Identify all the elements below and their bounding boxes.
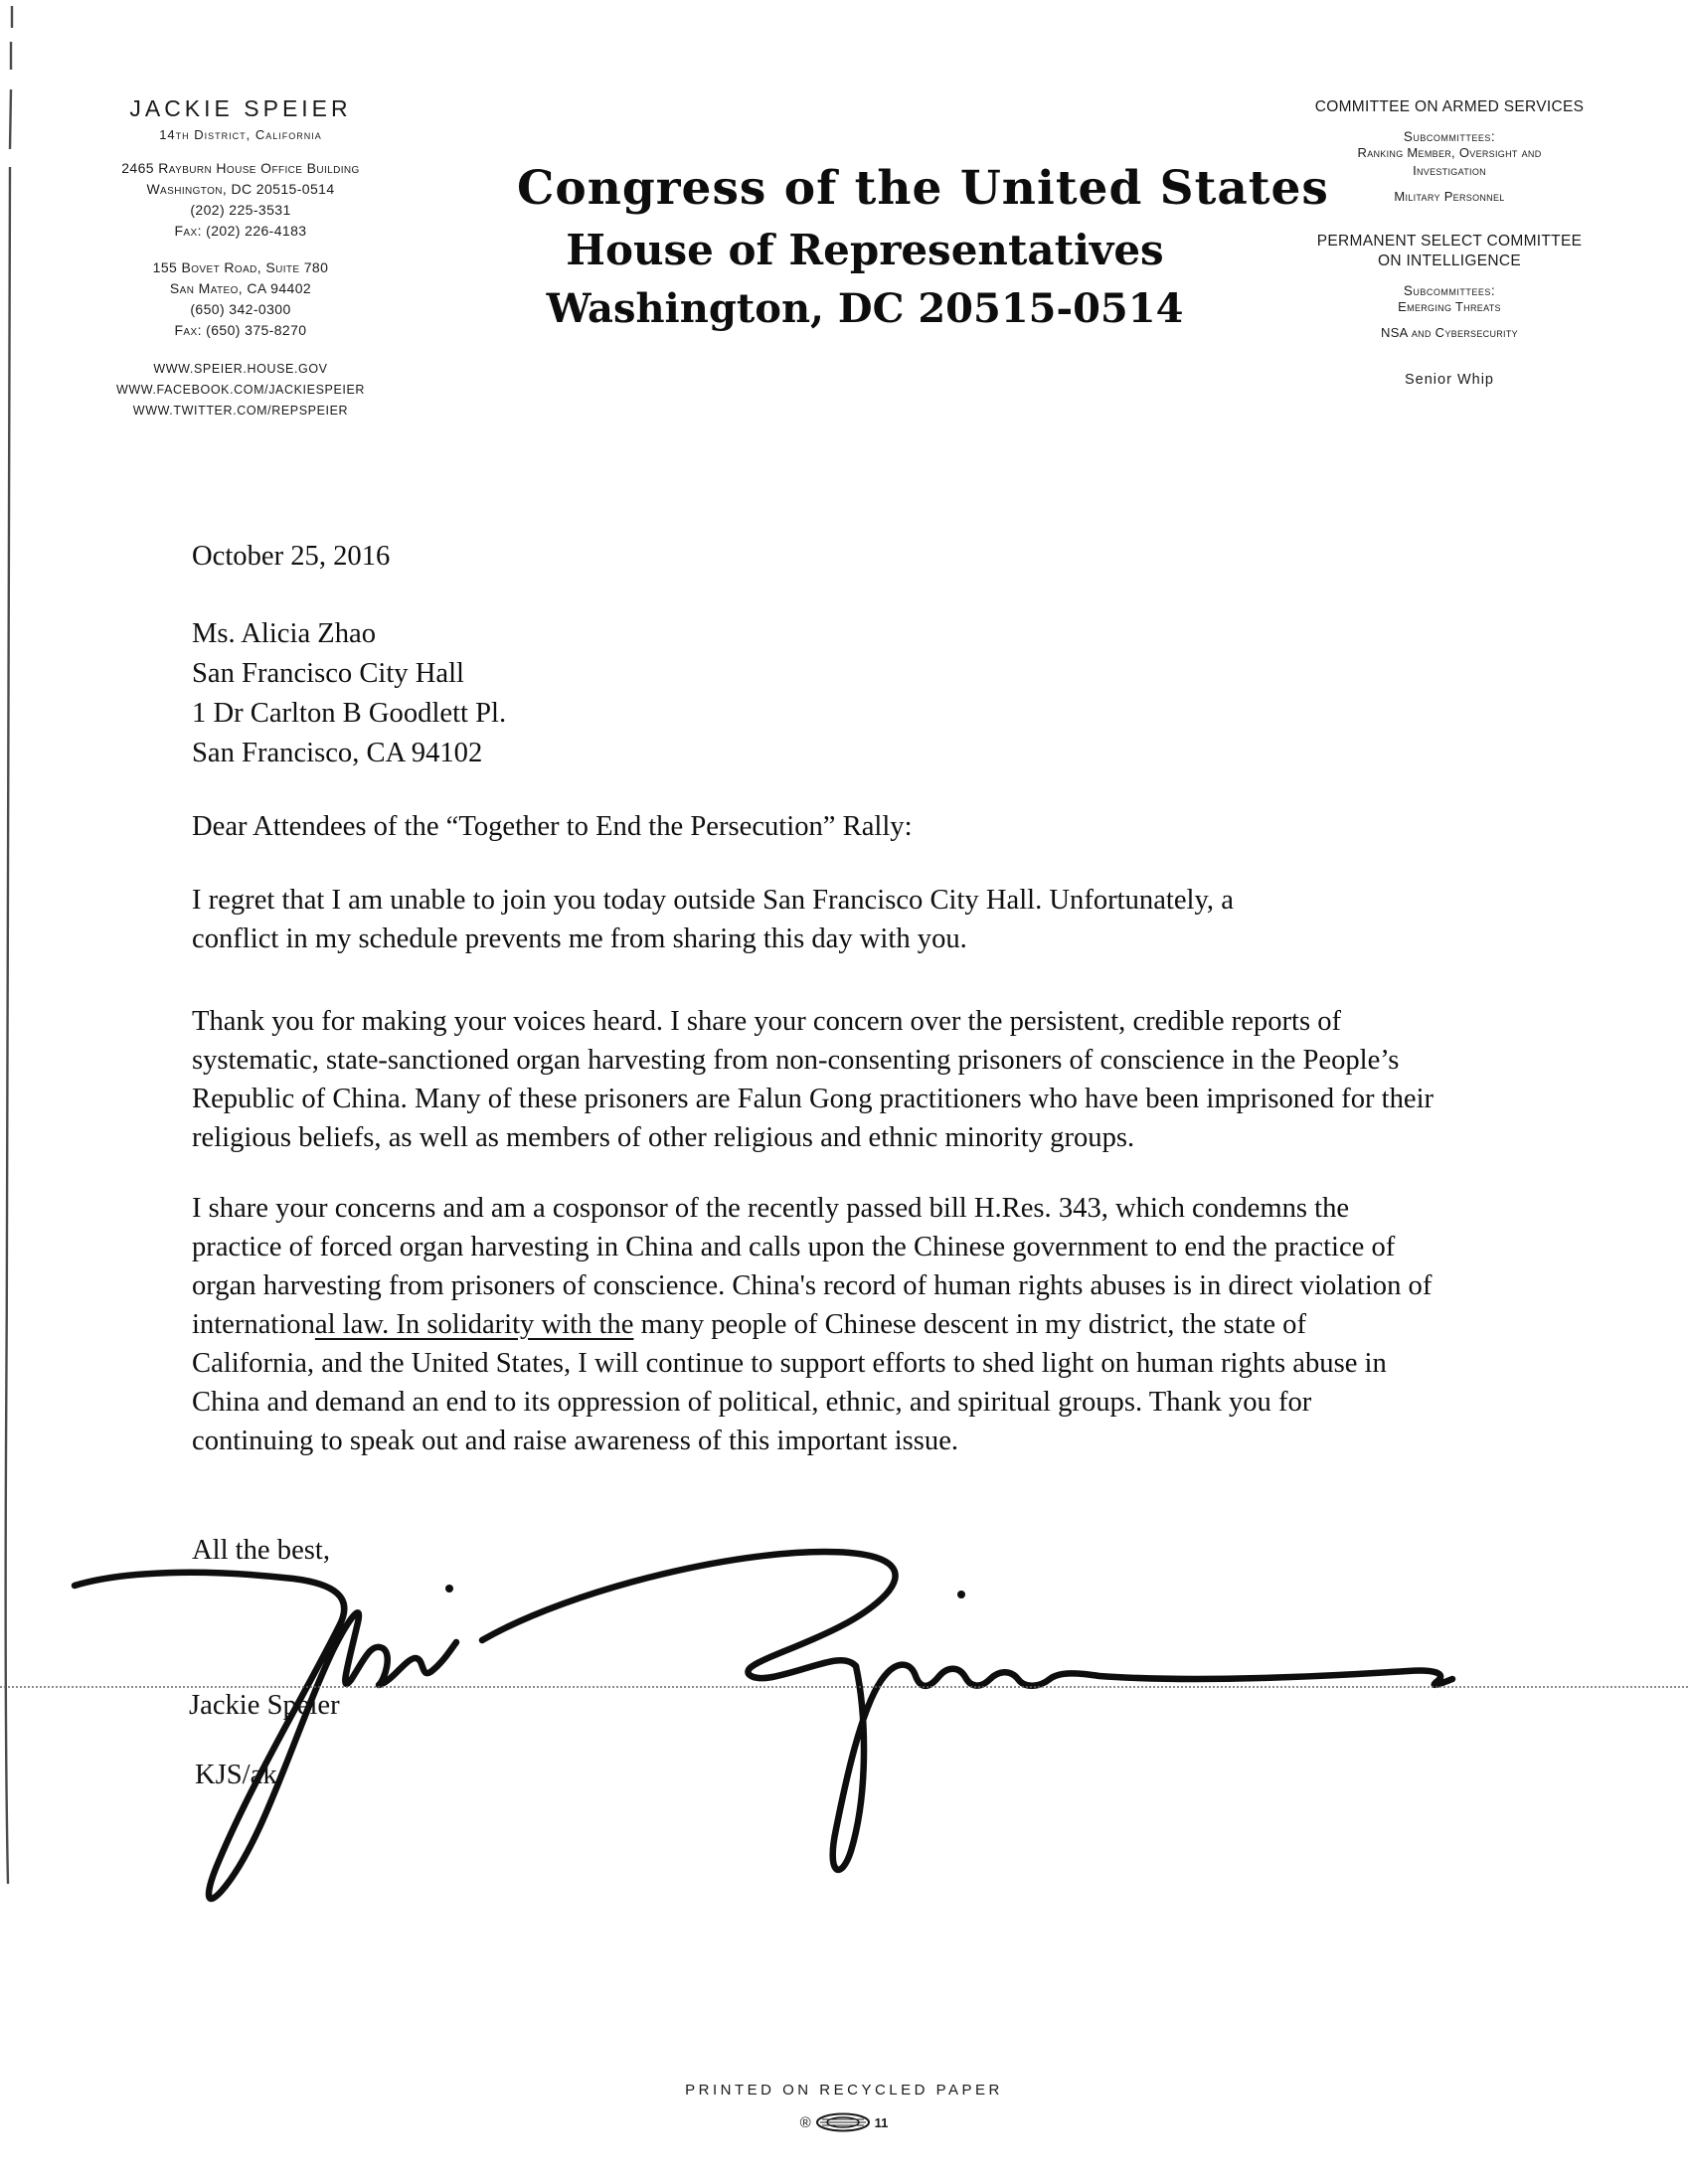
underlined-phrase: al law. In solidarity with the — [314, 1309, 634, 1340]
committee-armed-services: COMMITTEE ON ARMED SERVICES — [1314, 98, 1585, 115]
letterhead-left — [72, 95, 410, 421]
phone-line: (650) 342-0300 — [190, 301, 291, 317]
typist-initials: KJS/ak — [195, 1760, 277, 1790]
underlined-line: international law. In solidarity with the many people of Chinese descent in my district, the state of — [192, 1309, 1306, 1340]
scan-artifact-left-edge — [0, 0, 24, 1909]
paragraph-3: I share your concerns and am a cosponsor of the recently passed bill H.Res. 343, which condemns the practice of forced organ harvesting in China and calls upon the Chinese government to end the practice of organ harvesting from prisoners of conscience. China's record of human rights abuses is in direct violation of international law. In solidarity with the many people of Chinese descent in my district, the state of California, and the United States, I will continue to support efforts to shed light on human rights abuse in China and demand an end to its oppression of political, ethnic, and spiritual groups. Thank you for continuing to speak out and raise awareness of this important issue. — [192, 1193, 1433, 1456]
recipient-line: 1 Dr Carlton B Goodlett Pl. — [192, 698, 507, 729]
committee-intelligence-line2: ON INTELLIGENCE — [1377, 252, 1522, 269]
committee-intelligence: PERMANENT SELECT COMMITTEE — [1316, 233, 1583, 250]
letterhead-right — [1261, 97, 1638, 388]
subcommittee-item: Investigation — [1413, 163, 1486, 178]
twitter-url: WWW.TWITTER.COM/REPSPEIER — [132, 404, 349, 418]
signature-image — [55, 1531, 1466, 1919]
scan-artifact-dotted-line — [0, 1686, 1688, 1688]
closing: All the best, — [192, 1535, 330, 1566]
recycled-paper-note: PRINTED ON RECYCLED PAPER — [685, 2082, 1003, 2099]
member-name: JACKIE SPEIER — [129, 95, 352, 121]
recipient-address — [192, 614, 506, 773]
typed-signature-name: Jackie Speier — [189, 1690, 340, 1721]
paragraph-2: Thank you for making your voices heard. I share your concern over the persistent, credible reports of systematic, state-sanctioned organ harvesting from non-consenting prisoners of conscience in the People’s Republic of China. Many of these prisoners are Falun Gong practitioners who have been imprisoned for their religious beliefs, as well as members of other religious and ethnic minority groups. — [192, 1006, 1435, 1153]
letter-date: October 25, 2016 — [192, 541, 391, 572]
phone-line: (202) 225-3531 — [190, 202, 291, 218]
dc-office-address — [72, 158, 410, 242]
recipient-line: San Francisco City Hall — [192, 658, 464, 689]
subcommittee-item: Emerging Threats — [1398, 299, 1501, 314]
address-line: 155 Bovet Road, Suite 780 — [152, 259, 329, 275]
letterhead-center — [517, 157, 1329, 338]
signature-i-dot — [957, 1591, 965, 1598]
salutation: Dear Attendees of the “Together to End the Persecution” Rally: — [192, 811, 913, 842]
facebook-url: WWW.FACEBOOK.COM/JACKIESPEIER — [115, 383, 366, 397]
paragraph-1: I regret that I am unable to join you today outside San Francisco City Hall. Unfortunately, a conflict in my schedule prevents me from sharing this day with you. — [192, 885, 1234, 954]
signature-i-dot — [445, 1585, 453, 1593]
house-title: House of Representatives — [566, 226, 1164, 274]
washington-title: Washington, DC 20515-0514 — [546, 285, 1184, 332]
subcommittees-label: Subcommittees: — [1403, 283, 1496, 298]
union-bug-number: 11 — [874, 2114, 889, 2130]
address-line: Washington, DC 20515-0514 — [146, 181, 335, 197]
fax-line: Fax: (202) 226-4183 — [174, 223, 307, 239]
senior-whip-title: Senior Whip — [1405, 372, 1494, 388]
member-district: 14th District, California — [159, 127, 322, 142]
union-bug — [0, 2109, 1688, 2135]
fax-line: Fax: (650) 375-8270 — [174, 322, 307, 338]
union-bug-icon — [814, 2111, 872, 2133]
subcommittees-label: Subcommittees: — [1403, 129, 1496, 144]
ca-office-address — [72, 257, 410, 341]
subcommittee-item: Ranking Member, Oversight and — [1357, 145, 1542, 160]
congress-title: Congress of the United States — [517, 161, 1329, 216]
subcommittee-item: Military Personnel — [1394, 189, 1505, 204]
address-line: 2465 Rayburn House Office Building — [121, 160, 360, 176]
recipient-name: Ms. Alicia Zhao — [192, 618, 377, 649]
registered-trademark-icon: ® — [799, 2113, 811, 2131]
website-url: WWW.SPEIER.HOUSE.GOV — [153, 362, 328, 376]
web-addresses — [72, 359, 410, 421]
subcommittee-item: NSA and Cybersecurity — [1381, 325, 1518, 340]
recipient-line: San Francisco, CA 94102 — [192, 738, 483, 768]
address-line: San Mateo, CA 94402 — [169, 280, 312, 296]
